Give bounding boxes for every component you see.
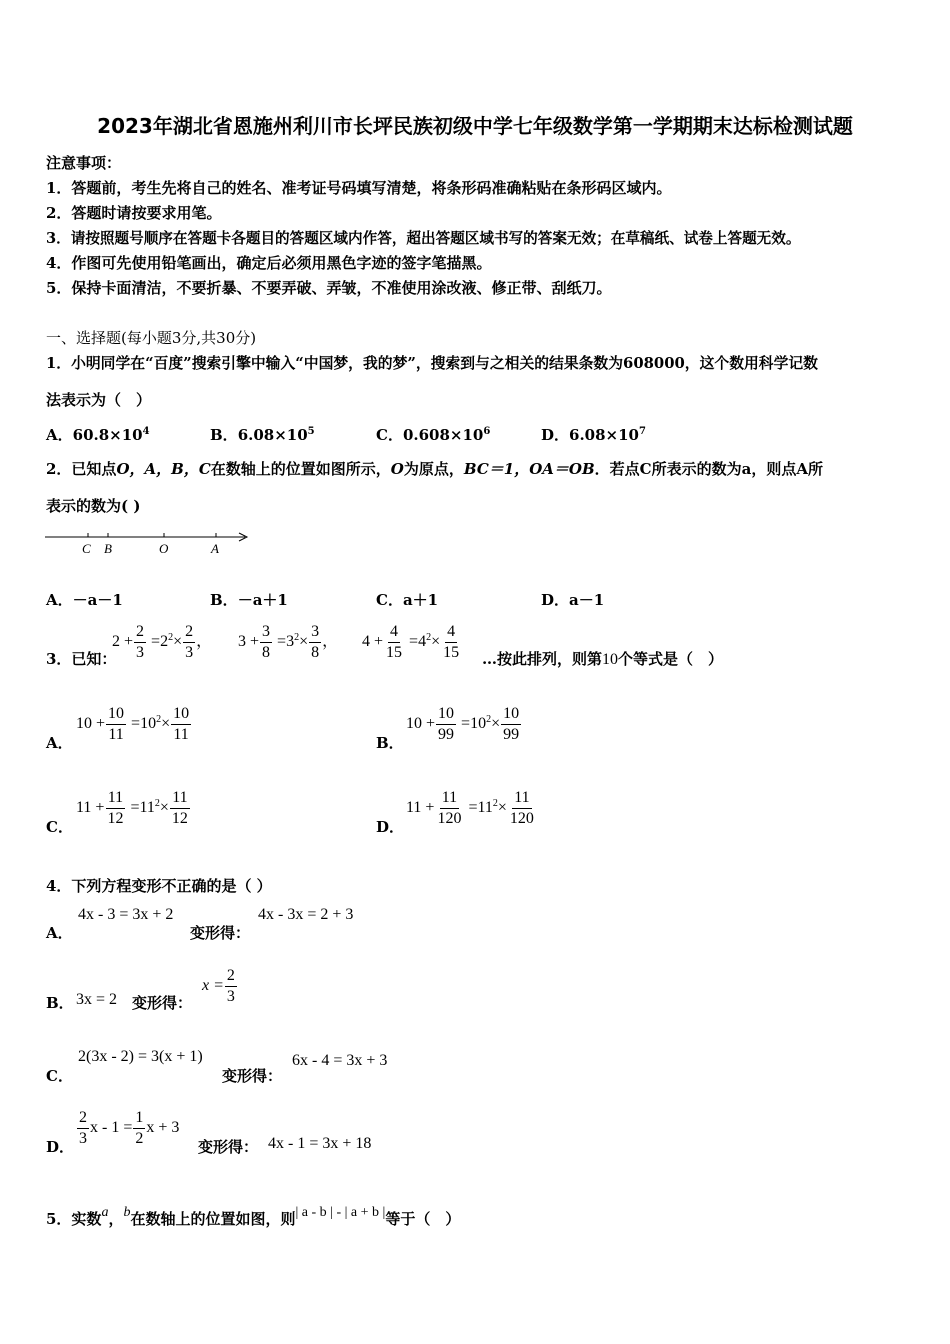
q3-equation-2: 3 + $\frac{3}{8}$ $=3^2\times$ $\frac{3}{8}$ ，: [238, 623, 339, 661]
q4-option-b-label: B．: [46, 994, 74, 1012]
notice-item: 3．请按照题号顺序在答题卡各题目的答题区域内作答，超出答题区域书写的答案无效；在草稿纸、试卷上答题无效。: [46, 230, 801, 247]
q2-stem-line2: 表示的数为( ): [46, 497, 141, 515]
label-b: B: [104, 541, 112, 556]
q3-equation-3: 4 + $\frac{4}{15}$ $=4^2\times$ $\frac{4}{15}$: [362, 623, 460, 661]
q1-option-c[interactable]: C．$0.608\times 10^6$: [376, 426, 491, 444]
q5-stem: 5．实数a，b在数轴上的位置如图，则| a - b | - | a + b |等于（ ）: [46, 1205, 461, 1228]
q2-option-a[interactable]: A．－a－1: [46, 591, 123, 609]
q4-option-d-left[interactable]: $\frac{2}{3}$ x - 1 = $\frac{1}{2}$ x + 3: [79, 1109, 180, 1147]
q4-option-b-trans: 变形得：: [132, 994, 193, 1012]
q4-option-d-trans: 变形得：: [198, 1138, 259, 1156]
label-o: O: [159, 541, 169, 556]
q3-option-c-label: C．: [46, 818, 73, 836]
q4-option-a-right[interactable]: 4x - 3x = 2 + 3: [258, 906, 354, 923]
q3-equation-1: 2 + $\frac{2}{3}$ $=2^2\times$ $\frac{2}{3}$ ，: [112, 623, 213, 661]
q3-option-b-label: B．: [376, 734, 404, 752]
q3-option-b[interactable]: 10 + $\frac{10}{99}$ $=10^2\times$ $\frac{10}{99}$: [406, 705, 520, 743]
q4-option-c-right[interactable]: 6x - 4 = 3x + 3: [292, 1052, 388, 1069]
q3-option-a-label: A．: [46, 734, 73, 752]
section-heading: 一、选择题(每小题3分,共30分): [46, 329, 257, 347]
q4-option-d-label: D．: [46, 1138, 75, 1156]
q3-prefix: 3．已知：: [46, 650, 117, 668]
q4-option-d-right[interactable]: 4x - 1 = 3x + 18: [268, 1135, 372, 1152]
q3-option-c[interactable]: 11 + $\frac{11}{12}$ $=11^2\times$ $\frac{11}{12}$: [76, 789, 188, 827]
q4-option-c-trans: 变形得：: [222, 1067, 283, 1085]
q2-option-d[interactable]: D．a－1: [541, 591, 605, 609]
q2-stem-line1: 2．已知点O，A，B，C在数轴上的位置如图所示，O为原点，BC＝1，OA＝OB．若点C所表示的数为a，则点A所: [46, 460, 823, 478]
q1-stem-line2: 法表示为（ ）: [46, 391, 152, 409]
q3-option-a[interactable]: 10 + $\frac{10}{11}$ $=10^2\times$ $\frac{10}{11}$: [76, 705, 190, 743]
label-c: C: [82, 541, 91, 556]
notice-item: 2．答题时请按要求用笔。: [46, 204, 222, 222]
q1-option-d[interactable]: D．$6.08\times 10^7$: [541, 426, 646, 444]
notice-item: 1．答题前，考生先将自己的姓名、准考证号码填写清楚，将条形码准确粘贴在条形码区域内。: [46, 179, 672, 197]
q4-option-a-label: A．: [46, 924, 73, 942]
q1-option-a[interactable]: A．$60.8\times 10^4$: [46, 426, 150, 444]
page-title: 2023年湖北省恩施州利川市长坪民族初级中学七年级数学第一学期期末达标检测试题: [97, 114, 853, 138]
q4-option-a-trans: 变形得：: [190, 924, 251, 942]
q2-option-b[interactable]: B．－a＋1: [210, 591, 288, 609]
q3-option-d[interactable]: 11 + $\frac{11}{120}$ $=11^2\times$ $\frac{11}{120}$: [406, 789, 534, 827]
q4-option-c-label: C．: [46, 1067, 73, 1085]
q3-suffix: …按此排列，则第10个等式是（ ）: [482, 650, 724, 668]
notice-heading: 注意事项：: [46, 154, 122, 172]
notice-item: 5．保持卡面清洁，不要折暴、不要弄破、弄皱，不准使用涂改液、修正带、刮纸刀。: [46, 279, 612, 297]
label-a: A: [211, 541, 219, 556]
number-line-figure: [40, 525, 260, 559]
notice-item: 4．作图可先使用铅笔画出，确定后必须用黑色字迹的签字笔描黑。: [46, 254, 492, 272]
q4-stem: 4．下列方程变形不正确的是（ ）: [46, 877, 272, 895]
q2-option-c[interactable]: C．a＋1: [376, 591, 439, 609]
q4-option-c-left[interactable]: 2(3x - 2) = 3(x + 1): [78, 1048, 203, 1065]
q4-option-a-left[interactable]: 4x - 3 = 3x + 2: [78, 906, 174, 923]
q1-option-b[interactable]: B．$6.08\times 10^5$: [210, 426, 315, 444]
q3-option-d-label: D．: [376, 818, 405, 836]
q1-stem-line1: 1．小明同学在“百度”搜索引擎中输入“中国梦，我的梦”，搜索到与之相关的结果条数为608000，这个数用科学记数: [46, 355, 818, 372]
q4-option-b-left[interactable]: 3x = 2: [76, 991, 118, 1008]
q4-option-b-right[interactable]: x = $\frac{2}{3}$: [202, 967, 235, 1005]
